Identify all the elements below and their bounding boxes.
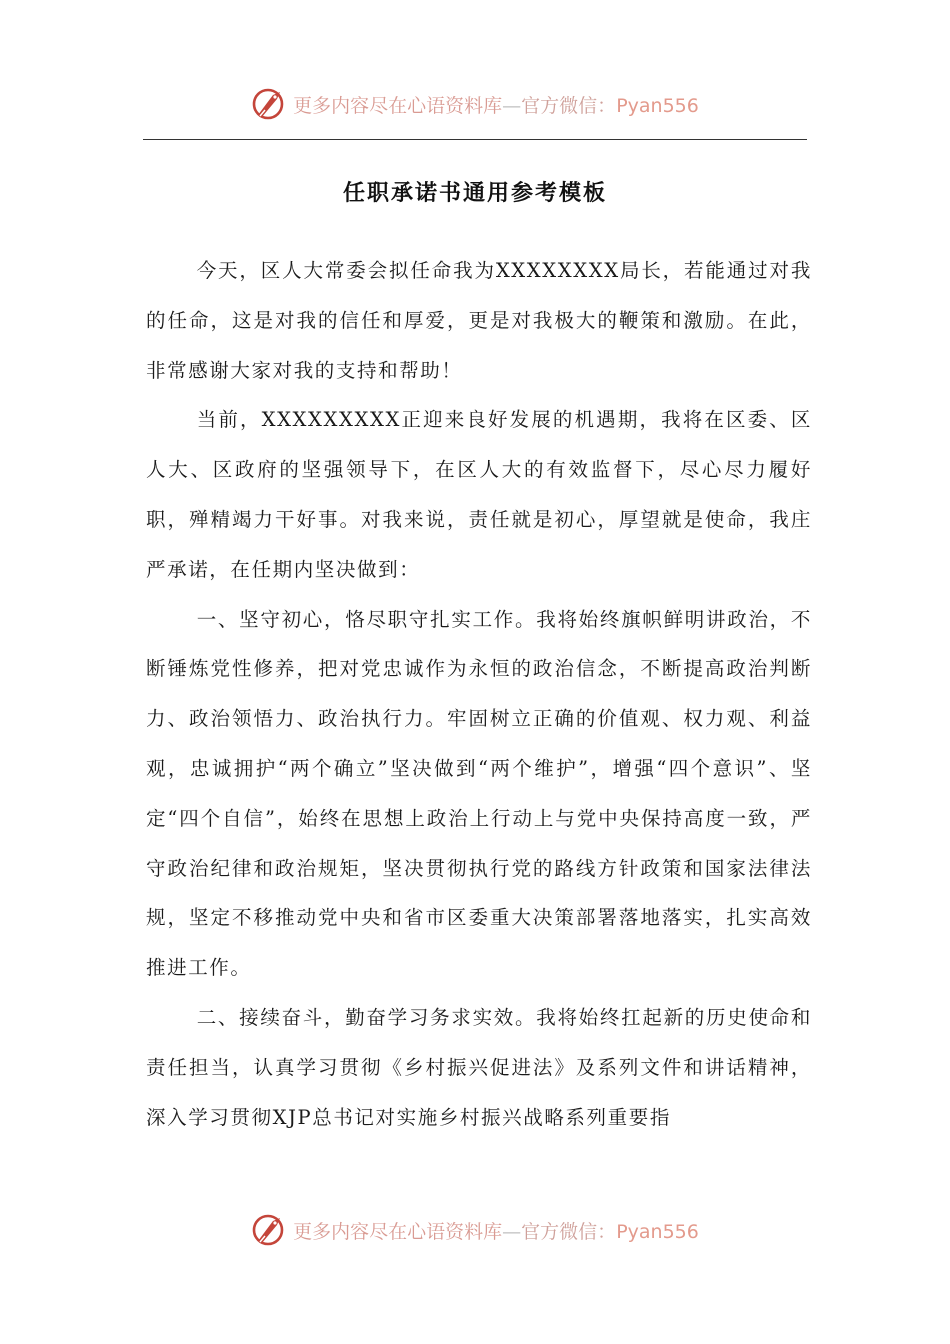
footer-banner xyxy=(0,1210,950,1250)
banner-text xyxy=(293,1217,699,1244)
banner-wechat-id: Pyan556 xyxy=(616,1220,699,1243)
paragraph-point-two: 二、接续奋斗，勤奋学习务求实效。我将始终扛起新的历史使命和责任担当，认真学习贯彻《乡村振兴促进法》及系列文件和讲话精神，深入学习贯彻XJP总书记对实施乡村振兴战略系列重要指 xyxy=(146,1005,812,1129)
pen-nib-logo-icon xyxy=(251,86,287,122)
banner-wechat-label: 官方微信： xyxy=(521,94,617,117)
document-title: 任职承诺书通用参考模板 xyxy=(342,181,607,206)
banner-main-text: 更多内容尽在心语资料库 xyxy=(293,1220,503,1243)
banner-separator: — xyxy=(502,94,522,117)
paragraph-point-one: 一、坚守初心，恪尽职守扎实工作。我将始终旗帜鲜明讲政治，不断锤炼党性修养，把对党忠诚作为永恒的政治信念，不断提高政治判断力、政治领悟力、政治执行力。牢固树立正确的价值观、权力观、利益观，忠诚拥护“两个确立”坚决做到“两个维护”，增强“四个意识”、坚定“四个自信”，始终在思想上政治上行动上与党中央保持高度一致，严守政治纪律和政治规矩，坚决贯彻执行党的路线方针政策和国家法律法规，坚定不移推动党中央和省市区委重大决策部署落地落实，扎实高效推进工作。 xyxy=(146,607,812,980)
banner-main-text: 更多内容尽在心语资料库 xyxy=(293,94,503,117)
paragraph-commitment: 当前，XXXXXXXXX正迎来良好发展的机遇期，我将在区委、区人大、区政府的坚强领导下，在区人大的有效监督下，尽心尽力履好职，殚精竭力干好事。对我来说，责任就是初心，厚望就是使命，我庄严承诺，在任期内坚决做到： xyxy=(146,408,812,581)
document-body xyxy=(146,246,812,1142)
pen-nib-logo-icon xyxy=(251,1212,287,1248)
header-banner xyxy=(0,84,950,124)
banner-wechat-id: Pyan556 xyxy=(616,94,699,117)
banner-text xyxy=(293,91,699,118)
header-divider xyxy=(143,139,807,140)
banner-separator: — xyxy=(502,1220,522,1243)
banner-wechat-label: 官方微信： xyxy=(521,1220,617,1243)
paragraph-intro: 今天，区人大常委会拟任命我为XXXXXXXX局长，若能通过对我的任命，这是对我的信任和厚爱，更是对我极大的鞭策和激励。在此，非常感谢大家对我的支持和帮助！ xyxy=(146,259,812,382)
